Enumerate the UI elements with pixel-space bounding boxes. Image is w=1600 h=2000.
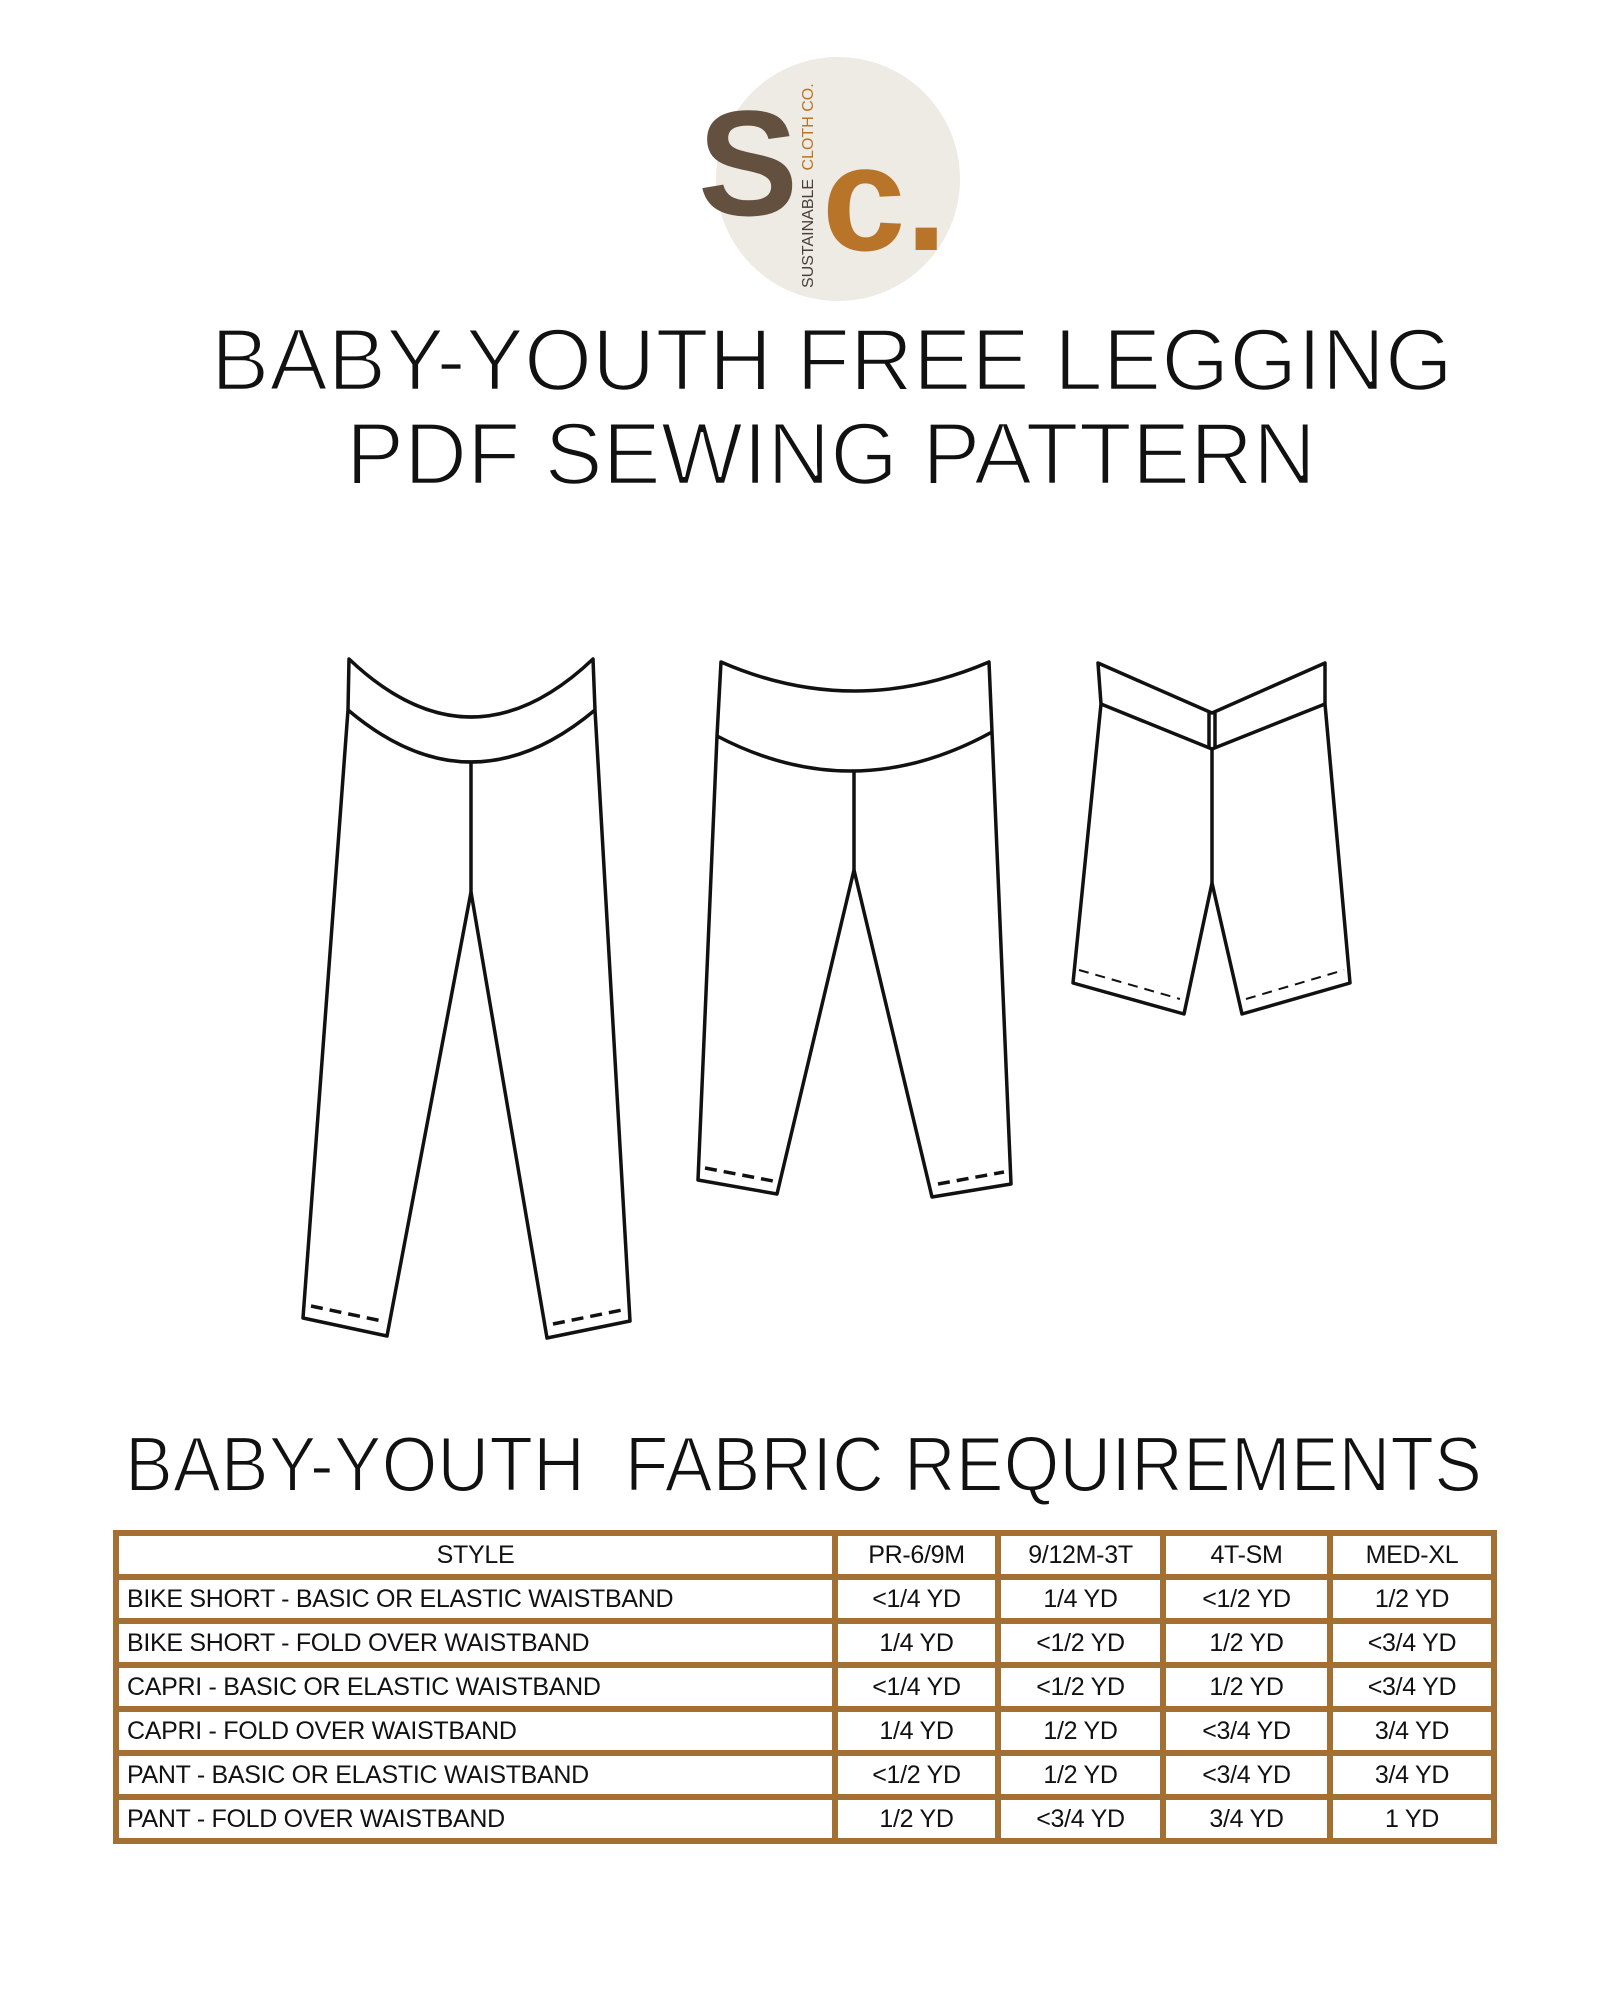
yardage-cell: <1/4 YD [835,1665,998,1709]
yardage-cell: <1/2 YD [998,1665,1163,1709]
style-cell: CAPRI - BASIC OR ELASTIC WAISTBAND [116,1665,835,1709]
yardage-cell: 1 YD [1330,1797,1494,1841]
legging-pant-illustration [303,659,630,1338]
logo-text-sustainable: SUSTAINABLE [800,178,817,288]
table-row [116,1797,1494,1841]
column-header-size: PR-6/9M [835,1533,998,1577]
yardage-cell: <3/4 YD [1163,1709,1330,1753]
yardage-cell: 1/4 YD [998,1577,1163,1621]
yardage-cell: <3/4 YD [1163,1753,1330,1797]
table-row [116,1577,1494,1621]
yardage-cell: 3/4 YD [1330,1753,1494,1797]
fabric-heading-text: BABY-YOUTH FABRIC REQUIREMENTS [125,1420,1482,1508]
style-cell: BIKE SHORT - FOLD OVER WAISTBAND [116,1621,835,1665]
column-header-size: MED-XL [1330,1533,1494,1577]
column-header-size: 4T-SM [1163,1533,1330,1577]
yardage-cell: 3/4 YD [1330,1709,1494,1753]
table-row [116,1709,1494,1753]
logo-monogram-c: c. [822,114,948,282]
legging-bike-short-illustration [1073,663,1350,1014]
column-header-style: STYLE [116,1533,835,1577]
fabric-heading [0,1420,1600,1510]
style-cell: CAPRI - FOLD OVER WAISTBAND [116,1709,835,1753]
yardage-cell: 1/2 YD [998,1753,1163,1797]
yardage-cell: <3/4 YD [1330,1665,1494,1709]
table-row [116,1665,1494,1709]
yardage-cell: 1/2 YD [1330,1577,1494,1621]
yardage-cell: <1/2 YD [1163,1577,1330,1621]
table-row [116,1621,1494,1665]
yardage-cell: 3/4 YD [1163,1797,1330,1841]
yardage-cell: 1/2 YD [1163,1621,1330,1665]
fabric-requirements-table [113,1530,1497,1844]
style-cell: BIKE SHORT - BASIC OR ELASTIC WAISTBAND [116,1577,835,1621]
logo-monogram-s: S [698,79,799,247]
logo-text-cloth-co: CLOTH CO. [800,83,817,171]
column-header-size: 9/12M-3T [998,1533,1163,1577]
yardage-cell: <1/2 YD [998,1621,1163,1665]
style-cell: PANT - BASIC OR ELASTIC WAISTBAND [116,1753,835,1797]
style-cell: PANT - FOLD OVER WAISTBAND [116,1797,835,1841]
title-line-2: PDF SEWING PATTERN [346,404,1316,500]
table-header-row [116,1533,1494,1577]
yardage-cell: <3/4 YD [1330,1621,1494,1665]
yardage-cell: 1/2 YD [835,1797,998,1841]
yardage-cell: <1/2 YD [835,1753,998,1797]
yardage-cell: 1/2 YD [1163,1665,1330,1709]
table-row [116,1753,1494,1797]
yardage-cell: 1/2 YD [998,1709,1163,1753]
yardage-cell: 1/4 YD [835,1709,998,1753]
yardage-cell: <1/4 YD [835,1577,998,1621]
legging-capri-illustration [698,662,1011,1197]
title-line-1: BABY-YOUTH FREE LEGGING [211,310,1453,409]
yardage-cell: 1/4 YD [835,1621,998,1665]
yardage-cell: <3/4 YD [998,1797,1163,1841]
